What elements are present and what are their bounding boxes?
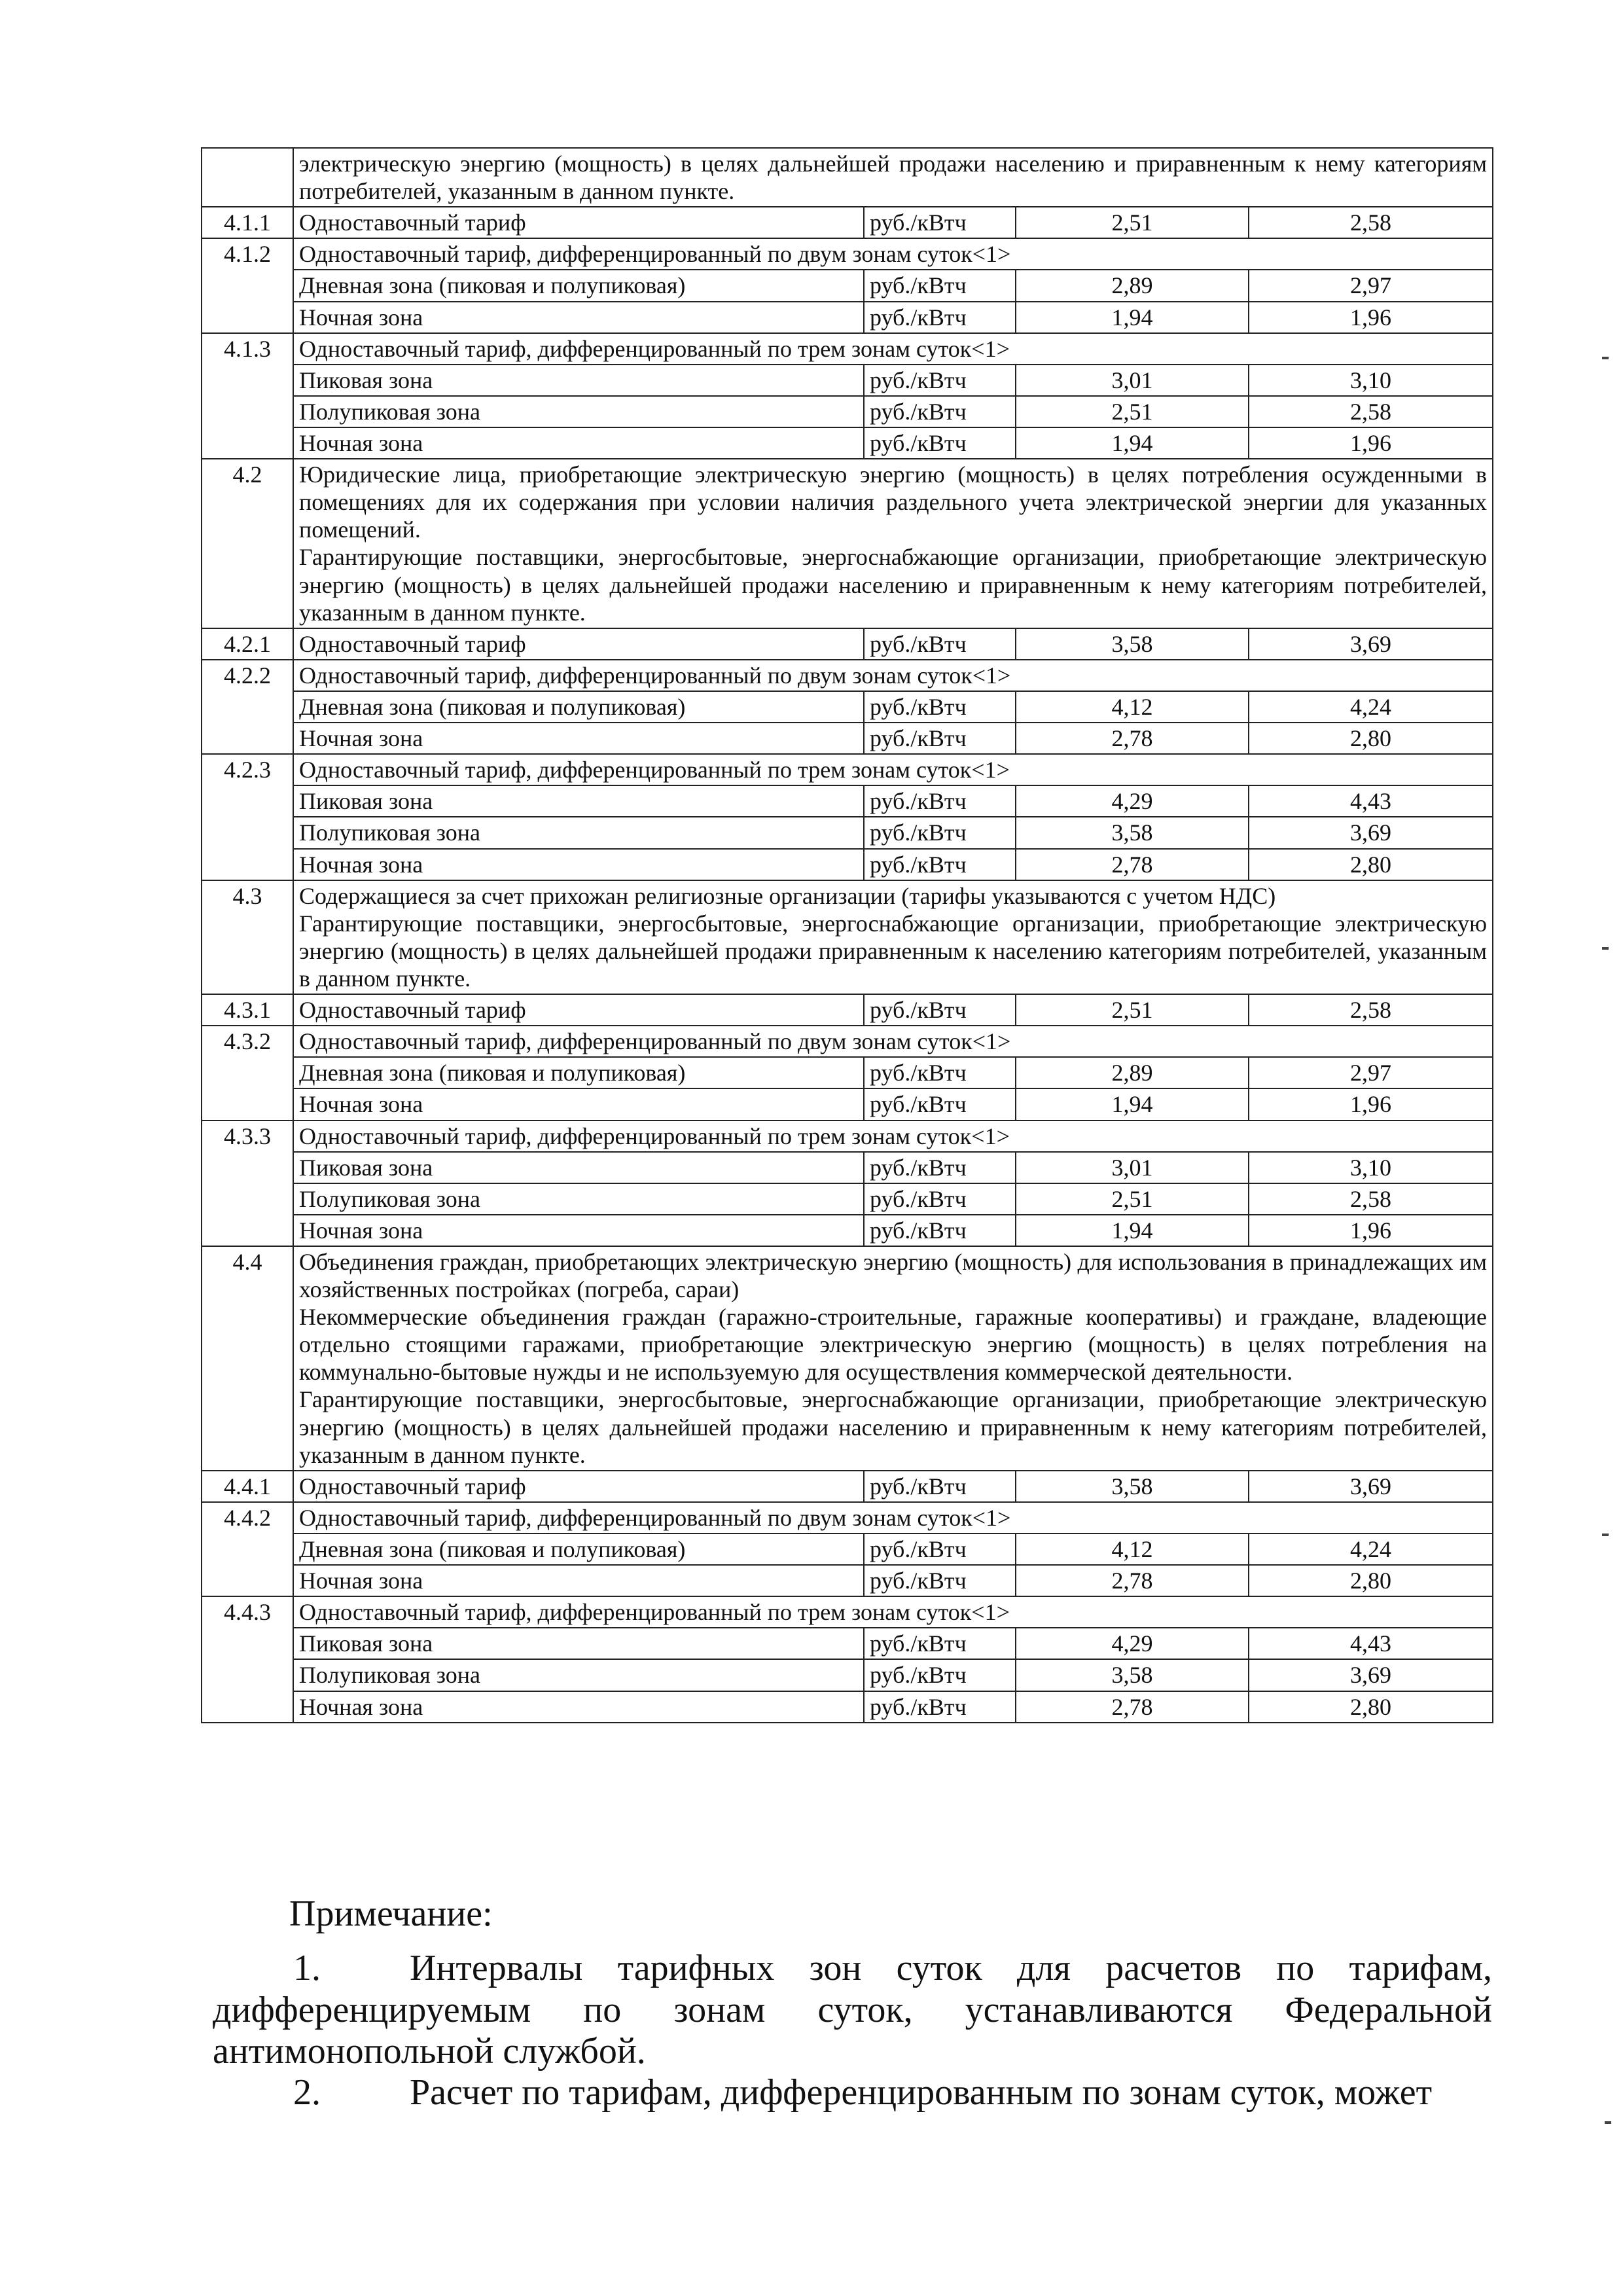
unit-cell: руб./кВтч bbox=[864, 207, 1016, 238]
table-row bbox=[202, 333, 1493, 365]
tariff-label: Одноставочный тариф bbox=[293, 1471, 864, 1502]
row-number: 4.2.3 bbox=[202, 754, 293, 880]
value-period-1: 2,89 bbox=[1016, 270, 1249, 301]
table-row bbox=[202, 1628, 1493, 1659]
table-row bbox=[202, 1246, 1493, 1471]
table-row bbox=[202, 1534, 1493, 1565]
table-row bbox=[202, 1183, 1493, 1215]
value-period-1: 4,12 bbox=[1016, 1534, 1249, 1565]
scan-mark bbox=[1602, 947, 1609, 950]
table-row bbox=[202, 1502, 1493, 1534]
value-period-2: 2,97 bbox=[1249, 1057, 1493, 1088]
unit-cell: руб./кВтч bbox=[864, 365, 1016, 396]
table-row bbox=[202, 691, 1493, 723]
value-period-1: 2,51 bbox=[1016, 1183, 1249, 1215]
table-row bbox=[202, 1691, 1493, 1723]
value-period-1: 1,94 bbox=[1016, 427, 1249, 459]
value-period-1: 2,89 bbox=[1016, 1057, 1249, 1088]
note-number: 1. bbox=[293, 1948, 321, 1989]
value-period-1: 4,12 bbox=[1016, 691, 1249, 723]
tariff-label: Ночная зона bbox=[293, 427, 864, 459]
tariff-label: Ночная зона bbox=[293, 302, 864, 333]
tariff-label: Пиковая зона bbox=[293, 365, 864, 396]
unit-cell: руб./кВтч bbox=[864, 427, 1016, 459]
value-period-1: 4,29 bbox=[1016, 1628, 1249, 1659]
unit-cell: руб./кВтч bbox=[864, 1628, 1016, 1659]
unit-cell: руб./кВтч bbox=[864, 1152, 1016, 1183]
value-period-2: 2,80 bbox=[1249, 723, 1493, 754]
category-description bbox=[293, 1246, 1493, 1471]
unit-cell: руб./кВтч bbox=[864, 270, 1016, 301]
value-period-2: 1,96 bbox=[1249, 1088, 1493, 1120]
value-period-1: 2,78 bbox=[1016, 1565, 1249, 1596]
table-row bbox=[202, 785, 1493, 817]
value-period-1: 3,01 bbox=[1016, 365, 1249, 396]
value-period-2: 2,58 bbox=[1249, 207, 1493, 238]
table-row bbox=[202, 628, 1493, 660]
value-period-2: 2,97 bbox=[1249, 270, 1493, 301]
value-period-2: 3,10 bbox=[1249, 365, 1493, 396]
unit-cell: руб./кВтч bbox=[864, 691, 1016, 723]
value-period-2: 3,69 bbox=[1249, 628, 1493, 660]
value-period-2: 3,69 bbox=[1249, 1471, 1493, 1502]
unit-cell: руб./кВтч bbox=[864, 1534, 1016, 1565]
value-period-1: 3,58 bbox=[1016, 1659, 1249, 1691]
tariff-label: Дневная зона (пиковая и полупиковая) bbox=[293, 270, 864, 301]
value-period-1: 1,94 bbox=[1016, 302, 1249, 333]
section-heading: Одноставочный тариф, дифференцированный по трем зонам суток<1> bbox=[293, 754, 1493, 785]
value-period-2: 4,43 bbox=[1249, 785, 1493, 817]
description-paragraph: Содержащиеся за счет прихожан религиозные организации (тарифы указываются с учетом НДС) bbox=[299, 882, 1276, 909]
value-period-2: 2,80 bbox=[1249, 1691, 1493, 1723]
table-row bbox=[202, 427, 1493, 459]
unit-cell: руб./кВтч bbox=[864, 1088, 1016, 1120]
section-heading: Одноставочный тариф, дифференцированный по двум зонам суток<1> bbox=[293, 660, 1493, 691]
value-period-1: 2,78 bbox=[1016, 1691, 1249, 1723]
scan-mark bbox=[1605, 2121, 1611, 2124]
table-row bbox=[202, 1596, 1493, 1628]
row-number: 4.4 bbox=[202, 1246, 293, 1471]
value-period-1: 4,29 bbox=[1016, 785, 1249, 817]
value-period-2: 4,24 bbox=[1249, 1534, 1493, 1565]
row-number: 4.2.2 bbox=[202, 660, 293, 754]
row-number: 4.4.2 bbox=[202, 1502, 293, 1596]
value-period-2: 4,43 bbox=[1249, 1628, 1493, 1659]
tariff-label: Полупиковая зона bbox=[293, 817, 864, 848]
table-row bbox=[202, 1026, 1493, 1057]
category-description bbox=[293, 880, 1493, 994]
row-number: 4.3 bbox=[202, 880, 293, 994]
table-row bbox=[202, 238, 1493, 270]
unit-cell: руб./кВтч bbox=[864, 1215, 1016, 1246]
description-paragraph: Гарантирующие поставщики, энергосбытовые, энергоснабжающие организации, приобретающие электрическую энергию (мощность) в целях дальнейшей продажи населению и приравненным к нему категориям потребителей, указанным в данном пункте. bbox=[299, 544, 1488, 626]
notes-title: Примечание: bbox=[289, 1893, 493, 1934]
value-period-2: 2,80 bbox=[1249, 1565, 1493, 1596]
row-number: 4.3.2 bbox=[202, 1026, 293, 1120]
unit-cell: руб./кВтч bbox=[864, 1691, 1016, 1723]
unit-cell: руб./кВтч bbox=[864, 723, 1016, 754]
value-period-2: 2,58 bbox=[1249, 994, 1493, 1026]
section-heading: Одноставочный тариф, дифференцированный по трем зонам суток<1> bbox=[293, 333, 1493, 365]
row-number: 4.1.1 bbox=[202, 207, 293, 238]
value-period-1: 1,94 bbox=[1016, 1088, 1249, 1120]
tariff-label: Пиковая зона bbox=[293, 1152, 864, 1183]
value-period-1: 2,51 bbox=[1016, 207, 1249, 238]
tariff-label: Одноставочный тариф bbox=[293, 628, 864, 660]
table-row bbox=[202, 270, 1493, 301]
table-row bbox=[202, 207, 1493, 238]
tariff-table bbox=[201, 147, 1493, 1723]
tariff-label: Полупиковая зона bbox=[293, 1659, 864, 1691]
unit-cell: руб./кВтч bbox=[864, 785, 1016, 817]
unit-cell: руб./кВтч bbox=[864, 302, 1016, 333]
value-period-1: 1,94 bbox=[1016, 1215, 1249, 1246]
table-row bbox=[202, 817, 1493, 848]
tariff-table-body bbox=[202, 148, 1493, 1723]
table-row bbox=[202, 1152, 1493, 1183]
note-text: Интервалы тарифных зон суток для расчетов по тарифам, дифференцируемым по зонам суток, устанавливаются Федеральной антимонопольной службой. bbox=[213, 1948, 1492, 2072]
unit-cell: руб./кВтч bbox=[864, 1565, 1016, 1596]
table-row bbox=[202, 459, 1493, 628]
value-period-2: 1,96 bbox=[1249, 302, 1493, 333]
scan-mark bbox=[1602, 1534, 1609, 1536]
section-heading: Одноставочный тариф, дифференцированный по двум зонам суток<1> bbox=[293, 1502, 1493, 1534]
tariff-label: Ночная зона bbox=[293, 723, 864, 754]
value-period-2: 2,58 bbox=[1249, 396, 1493, 427]
table-row bbox=[202, 1121, 1493, 1152]
value-period-2: 1,96 bbox=[1249, 427, 1493, 459]
description-paragraph: Гарантирующие поставщики, энергосбытовые, энергоснабжающие организации, приобретающие электрическую энергию (мощность) в целях дальнейшей продажи приравненным к населению категориям потребителей, указанным в данном пункте. bbox=[299, 910, 1488, 992]
unit-cell: руб./кВтч bbox=[864, 1471, 1016, 1502]
category-description bbox=[293, 148, 1493, 207]
row-number: 4.2 bbox=[202, 459, 293, 628]
tariff-label: Одноставочный тариф bbox=[293, 994, 864, 1026]
value-period-2: 3,10 bbox=[1249, 1152, 1493, 1183]
row-number: 4.4.1 bbox=[202, 1471, 293, 1502]
table-row bbox=[202, 365, 1493, 396]
unit-cell: руб./кВтч bbox=[864, 628, 1016, 660]
description-paragraph: Гарантирующие поставщики, энергосбытовые, энергоснабжающие организации, приобретающие электрическую энергию (мощность) в целях дальнейшей продажи населению и приравненным к нему категориям потребителей, указанным в данном пункте. bbox=[299, 1386, 1488, 1468]
tariff-label: Полупиковая зона bbox=[293, 1183, 864, 1215]
tariff-label: Дневная зона (пиковая и полупиковая) bbox=[293, 691, 864, 723]
description-paragraph: Юридические лица, приобретающие электрическую энергию (мощность) в целях потребления осужденными в помещениях для их содержания при условии наличия раздельного учета электрической энергии для указанных помещений. bbox=[299, 461, 1488, 543]
section-heading: Одноставочный тариф, дифференцированный по трем зонам суток<1> bbox=[293, 1121, 1493, 1152]
description-paragraph: Объединения граждан, приобретающих электрическую энергию (мощность) для использования в принадлежащих им хозяйственных постройках (погреба, сараи) bbox=[299, 1248, 1488, 1303]
tariff-label: Пиковая зона bbox=[293, 785, 864, 817]
unit-cell: руб./кВтч bbox=[864, 994, 1016, 1026]
table-row bbox=[202, 880, 1493, 994]
value-period-1: 2,51 bbox=[1016, 396, 1249, 427]
tariff-label: Дневная зона (пиковая и полупиковая) bbox=[293, 1057, 864, 1088]
value-period-2: 1,96 bbox=[1249, 1215, 1493, 1246]
row-number: 4.3.1 bbox=[202, 994, 293, 1026]
category-description bbox=[293, 459, 1493, 628]
row-number: 4.1.2 bbox=[202, 238, 293, 332]
row-number: 4.1.3 bbox=[202, 333, 293, 459]
notes-section bbox=[213, 1893, 1492, 2113]
table-row bbox=[202, 1565, 1493, 1596]
tariff-label: Полупиковая зона bbox=[293, 396, 864, 427]
unit-cell: руб./кВтч bbox=[864, 849, 1016, 880]
value-period-1: 2,78 bbox=[1016, 849, 1249, 880]
tariff-table-container bbox=[201, 147, 1492, 1723]
value-period-2: 3,69 bbox=[1249, 817, 1493, 848]
section-heading: Одноставочный тариф, дифференцированный по трем зонам суток<1> bbox=[293, 1596, 1493, 1628]
tariff-label: Ночная зона bbox=[293, 1215, 864, 1246]
table-row bbox=[202, 723, 1493, 754]
table-row bbox=[202, 994, 1493, 1026]
note-item bbox=[213, 1948, 1492, 2072]
table-row bbox=[202, 660, 1493, 691]
value-period-1: 2,78 bbox=[1016, 723, 1249, 754]
row-number bbox=[202, 148, 293, 207]
row-number: 4.2.1 bbox=[202, 628, 293, 660]
value-period-1: 3,58 bbox=[1016, 628, 1249, 660]
value-period-1: 3,01 bbox=[1016, 1152, 1249, 1183]
value-period-2: 4,24 bbox=[1249, 691, 1493, 723]
tariff-label: Пиковая зона bbox=[293, 1628, 864, 1659]
value-period-2: 2,80 bbox=[1249, 849, 1493, 880]
scan-mark bbox=[1602, 357, 1609, 359]
tariff-label: Ночная зона bbox=[293, 849, 864, 880]
tariff-label: Одноставочный тариф bbox=[293, 207, 864, 238]
table-row bbox=[202, 754, 1493, 785]
unit-cell: руб./кВтч bbox=[864, 1659, 1016, 1691]
table-row bbox=[202, 1471, 1493, 1502]
note-item bbox=[213, 2072, 1492, 2113]
table-row bbox=[202, 849, 1493, 880]
section-heading: Одноставочный тариф, дифференцированный по двум зонам суток<1> bbox=[293, 238, 1493, 270]
note-number: 2. bbox=[293, 2072, 321, 2113]
row-number: 4.3.3 bbox=[202, 1121, 293, 1246]
row-number: 4.4.3 bbox=[202, 1596, 293, 1722]
value-period-2: 2,58 bbox=[1249, 1183, 1493, 1215]
tariff-label: Дневная зона (пиковая и полупиковая) bbox=[293, 1534, 864, 1565]
table-row bbox=[202, 148, 1493, 207]
table-row bbox=[202, 1088, 1493, 1120]
tariff-label: Ночная зона bbox=[293, 1691, 864, 1723]
description-paragraph: Некоммерческие объединения граждан (гаражно-строительные, гаражные кооперативы) и граждане, владеющие отдельно стоящими гаражами, приобретающие электрическую энергию (мощность) в целях потребления на коммунально-бытовые нужды и не используемую для осуществления коммерческой деятельности. bbox=[299, 1304, 1488, 1386]
value-period-1: 3,58 bbox=[1016, 1471, 1249, 1502]
value-period-1: 3,58 bbox=[1016, 817, 1249, 848]
unit-cell: руб./кВтч bbox=[864, 817, 1016, 848]
tariff-label: Ночная зона bbox=[293, 1565, 864, 1596]
unit-cell: руб./кВтч bbox=[864, 396, 1016, 427]
table-row bbox=[202, 1057, 1493, 1088]
table-row bbox=[202, 396, 1493, 427]
value-period-1: 2,51 bbox=[1016, 994, 1249, 1026]
note-text: Расчет по тарифам, дифференцированным по зонам суток, может bbox=[410, 2072, 1433, 2113]
table-row bbox=[202, 1215, 1493, 1246]
unit-cell: руб./кВтч bbox=[864, 1183, 1016, 1215]
section-heading: Одноставочный тариф, дифференцированный по двум зонам суток<1> bbox=[293, 1026, 1493, 1057]
value-period-2: 3,69 bbox=[1249, 1659, 1493, 1691]
table-row bbox=[202, 1659, 1493, 1691]
table-row bbox=[202, 302, 1493, 333]
tariff-label: Ночная зона bbox=[293, 1088, 864, 1120]
unit-cell: руб./кВтч bbox=[864, 1057, 1016, 1088]
description-paragraph: электрическую энергию (мощность) в целях дальнейшей продажи населению и приравненным к нему категориям потребителей, указанным в данном пункте. bbox=[299, 151, 1488, 205]
